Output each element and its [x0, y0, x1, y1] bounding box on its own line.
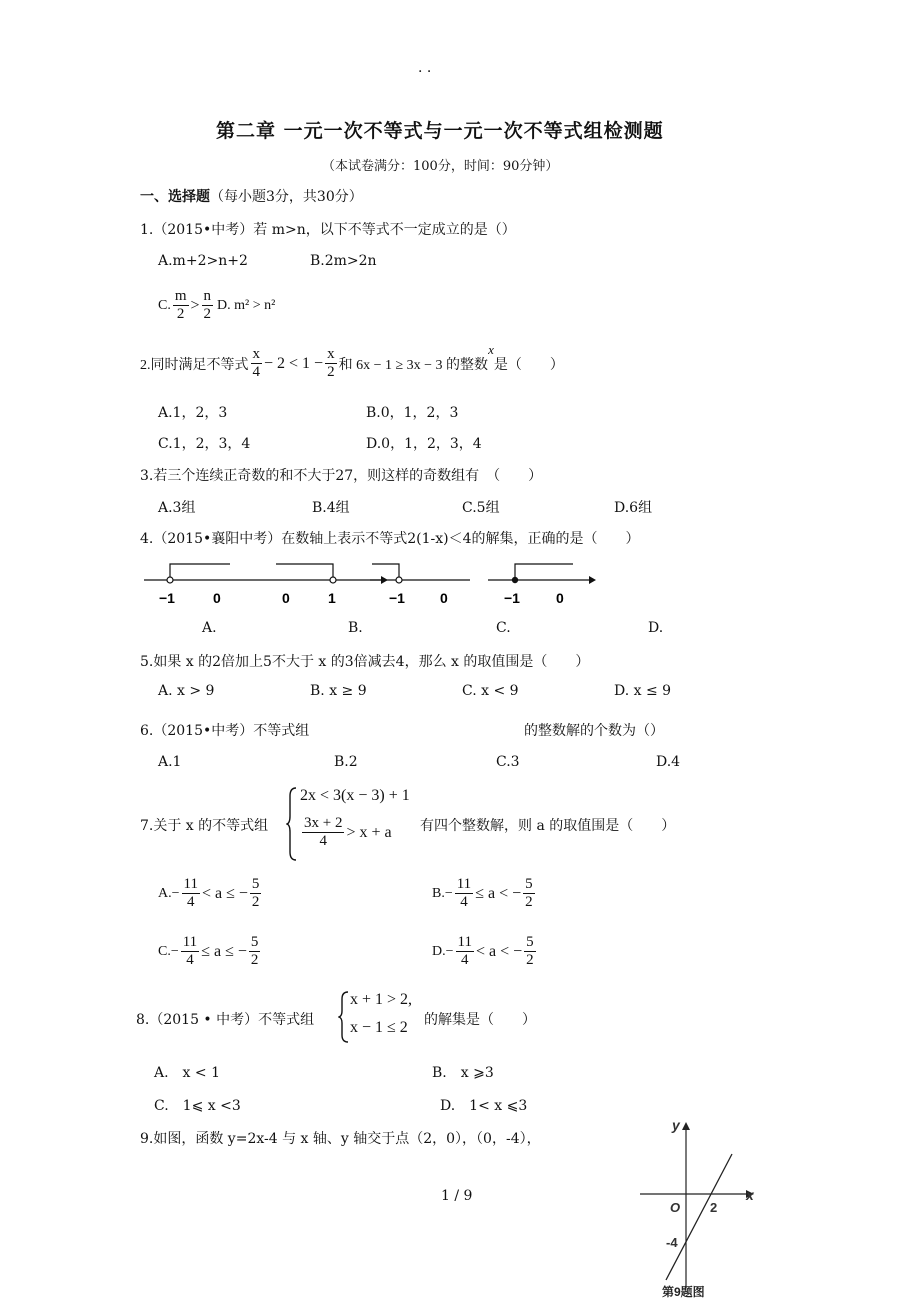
q4-option-a: A. [202, 620, 217, 636]
q1-c-frac-left: $\frac{m}{2}$ [174, 288, 187, 322]
fig-caption: 第9题图 [662, 1285, 705, 1299]
q2-var: x [488, 341, 494, 357]
q2-option-b: B.0，1，2，3 [366, 405, 459, 421]
question-6-stem-left: 6.（2015•中考）不等式组 [140, 723, 310, 739]
axis-c-tick-2: 0 [440, 590, 448, 606]
axis-c-tick-1: −1 [389, 590, 405, 606]
q2-frac-1: $\frac{x}{4}$ [252, 346, 260, 380]
q7-option-c: C.− $\frac{11}{4}$ ≤ a ≤ − $\frac{5}{2}$ [158, 934, 259, 968]
question-7-suffix: 有四个整数解，则 a 的取值围是（ ） [420, 818, 676, 834]
header-dots: · · [418, 64, 432, 80]
question-2-stem [140, 341, 564, 381]
axis-d-tick-1: −1 [504, 590, 520, 606]
q7-line-1: 2x < 3(x − 3) + 1 [300, 787, 410, 804]
question-8-prefix: 8.（2015 • 中考）不等式组 [136, 1012, 315, 1028]
page-subtitle: （本试卷满分：100分，时间：90分钟） [322, 159, 559, 174]
axis-b-tick-2: 1 [328, 590, 336, 606]
question-7-prefix: 7.关于 x 的不等式组 [140, 818, 269, 834]
question-6-stem-right: 的整数解的个数为（） [524, 723, 664, 739]
q6-option-c: C.3 [496, 754, 520, 770]
q8-brace [338, 990, 350, 1044]
number-line-a [144, 564, 388, 606]
number-line-d [488, 564, 596, 606]
q1-option-c-label: C. [158, 297, 171, 313]
q7-line2-rest: > x + a [346, 823, 392, 841]
q6-option-b: B.2 [334, 754, 358, 770]
q2-option-a: A.1，2，3 [158, 405, 228, 421]
q8-option-a: A. x < 1 [154, 1065, 220, 1081]
q6-option-d: D.4 [656, 754, 681, 770]
fig-tick-m4: -4 [666, 1235, 678, 1250]
q2-option-d: D.0，1，2，3，4 [366, 436, 482, 452]
q7-option-d: D.− $\frac{11}{4}$ < a < − $\frac{5}{2}$ [432, 934, 534, 968]
section-note: （每小题3分，共30分） [210, 189, 363, 205]
q5-option-a: A. x > 9 [158, 683, 215, 699]
q7-option-a: A.− $\frac{11}{4}$ < a ≤ − $\frac{5}{2}$ [158, 876, 260, 910]
q1-option-b: B.2m>2n [310, 253, 377, 269]
page-number: 1 / 9 [441, 1188, 473, 1204]
q2-prefix: 2.同时满足不等式 [140, 357, 249, 373]
q4-number-lines [140, 556, 610, 612]
question-3-stem: 3.若三个连续正奇数的和不大于27，则这样的奇数组有 （ ） [140, 468, 543, 484]
axis-a-tick-2: 0 [213, 590, 221, 606]
q8-line-2: x − 1 ≤ 2 [350, 1019, 408, 1036]
q9-figure [636, 1112, 766, 1300]
section-heading [140, 186, 363, 206]
q8-option-d: D. 1< x ⩽3 [440, 1098, 528, 1114]
q3-option-a: A.3组 [158, 500, 196, 516]
fig-tick-2: 2 [710, 1200, 718, 1215]
q7-brace [286, 786, 298, 862]
q8-option-b: B. x ⩾3 [432, 1065, 494, 1081]
q7-option-b: B.− $\frac{11}{4}$ ≤ a < − $\frac{5}{2}$ [432, 876, 533, 910]
q1-option-d: D. m² > n² [217, 297, 276, 313]
question-8-suffix: 的解集是（ ） [424, 1012, 536, 1028]
fig-x-label: x [746, 1187, 754, 1203]
page-title: 第二章 一元一次不等式与一元一次不等式组检测题 [216, 120, 664, 142]
q6-option-a: A.1 [158, 754, 182, 770]
q8-option-c: C. 1⩽ x <3 [154, 1098, 241, 1114]
q4-option-c: C. [496, 620, 511, 636]
q2-mid1: − 2 < 1 − [264, 354, 324, 372]
section-title: 一、选择题 [140, 189, 210, 205]
q1-c-frac-right: $\frac{n}{2}$ [203, 288, 212, 322]
q3-option-c: C.5组 [462, 500, 500, 516]
q8-line-1: x + 1 > 2, [350, 991, 413, 1008]
q5-option-b: B. x ≥ 9 [310, 683, 367, 699]
question-4-stem: 4.（2015•襄阳中考）在数轴上表示不等式2(1-x)＜4的解集，正确的是（ ） [140, 531, 640, 547]
q2-frac-2: $\frac{x}{2}$ [327, 346, 335, 380]
number-line-b [276, 564, 336, 606]
fig-line [666, 1154, 732, 1280]
q1-c-op: > [190, 296, 200, 314]
q2-option-c: C.1，2，3，4 [158, 436, 251, 452]
number-line-c [370, 564, 470, 606]
q3-option-d: D.6组 [614, 500, 653, 516]
fig-origin: O [670, 1200, 681, 1215]
q4-option-b: B. [348, 620, 363, 636]
axis-a-tick-1: −1 [159, 590, 175, 606]
question-5-stem: 5.如果 x 的2倍加上5不大于 x 的3倍减去4，那么 x 的取值围是（ ） [140, 654, 590, 670]
fig-y-label: y [672, 1117, 680, 1133]
question-9-stem: 9.如图，函数 y=2x-4 与 x 轴、y 轴交于点（2，0），（0，-4）， [140, 1131, 541, 1147]
q5-option-c: C. x < 9 [462, 683, 519, 699]
q1-options-cd [158, 288, 275, 323]
q1-option-a: A.m+2>n+2 [158, 253, 248, 269]
q4-option-d: D. [648, 620, 664, 636]
q5-option-d: D. x ≤ 9 [614, 683, 672, 699]
q7-line2-frac: $\frac{3x + 2}{4}$ [304, 815, 343, 849]
q3-option-b: B.4组 [312, 500, 350, 516]
question-1-stem: 1.（2015•中考）若 m>n，以下不等式不一定成立的是（） [140, 222, 516, 238]
q2-suffix: 是（ ） [493, 357, 564, 373]
q7-line-2 [300, 815, 392, 850]
q2-mid2: 和 6x − 1 ≥ 3x − 3 的整数 [338, 357, 489, 373]
axis-b-tick-1: 0 [282, 590, 290, 606]
axis-d-tick-2: 0 [556, 590, 564, 606]
